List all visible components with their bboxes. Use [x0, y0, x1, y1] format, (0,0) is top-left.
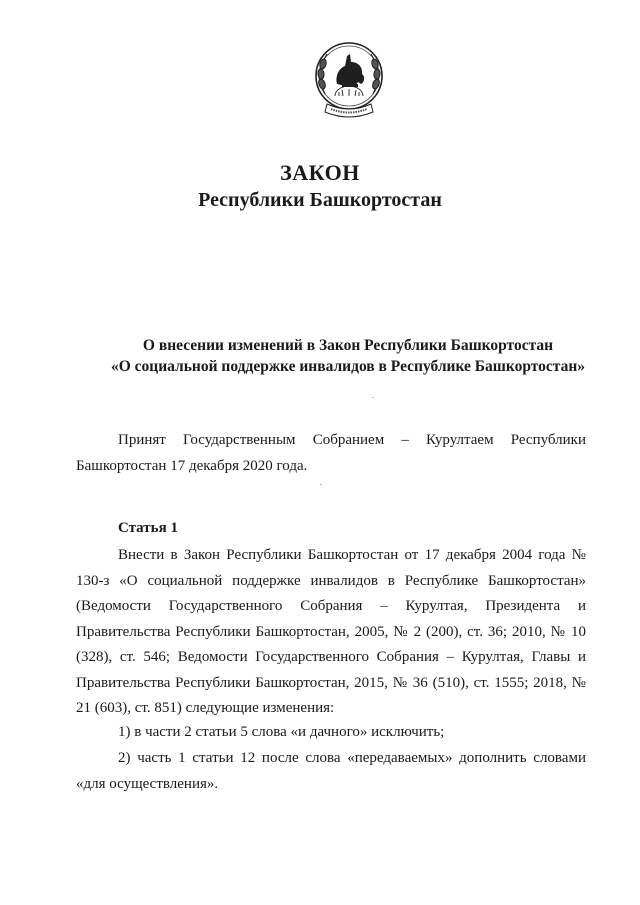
law-subject-line-1: О внесении изменений в Закон Республики Башкортостан — [142, 337, 554, 354]
law-subject — [100, 335, 596, 377]
article-body: Внести в Закон Республики Башкортостан от 17 декабря 2004 года № 130-з «О социальной поддержке инвалидов в Республике Башкортостан» (Ведомости Государственного Собрания – Курултая, Президента и Правительства Республики Башкортостан, 2005, № 2 (200), ст. 36; 2010, № 10 (328), ст. 546; Ведомости Государственного Собрания – Курултая, Главы и Правительства Республики Башкортостан, 2015, № 36 (510), ст. 1555; 2018, № 21 (603), ст. 851) следующие изменения: — [76, 547, 586, 716]
document-title: ЗАКОН — [280, 160, 360, 185]
amendment-item-2: 2) часть 1 статьи 12 после слова «передаваемых» дополнить словами «для осуществления». — [76, 750, 586, 792]
article-heading: Статья 1 — [118, 520, 178, 536]
law-subject-line-2: «О социальной поддержке инвалидов в Республике Башкортостан» — [110, 358, 586, 375]
scan-speck — [320, 484, 322, 485]
document-subtitle: Республики Башкортостан — [198, 189, 442, 211]
scan-speck — [372, 397, 374, 398]
coat-of-arms-icon — [311, 32, 387, 132]
adoption-statement: Принят Государственным Собранием – Курултаем Республики Башкортостан 17 декабря 2020 года. — [76, 432, 586, 474]
amendment-item-1: 1) в части 2 статьи 5 слова «и дачного» исключить; — [118, 724, 445, 740]
